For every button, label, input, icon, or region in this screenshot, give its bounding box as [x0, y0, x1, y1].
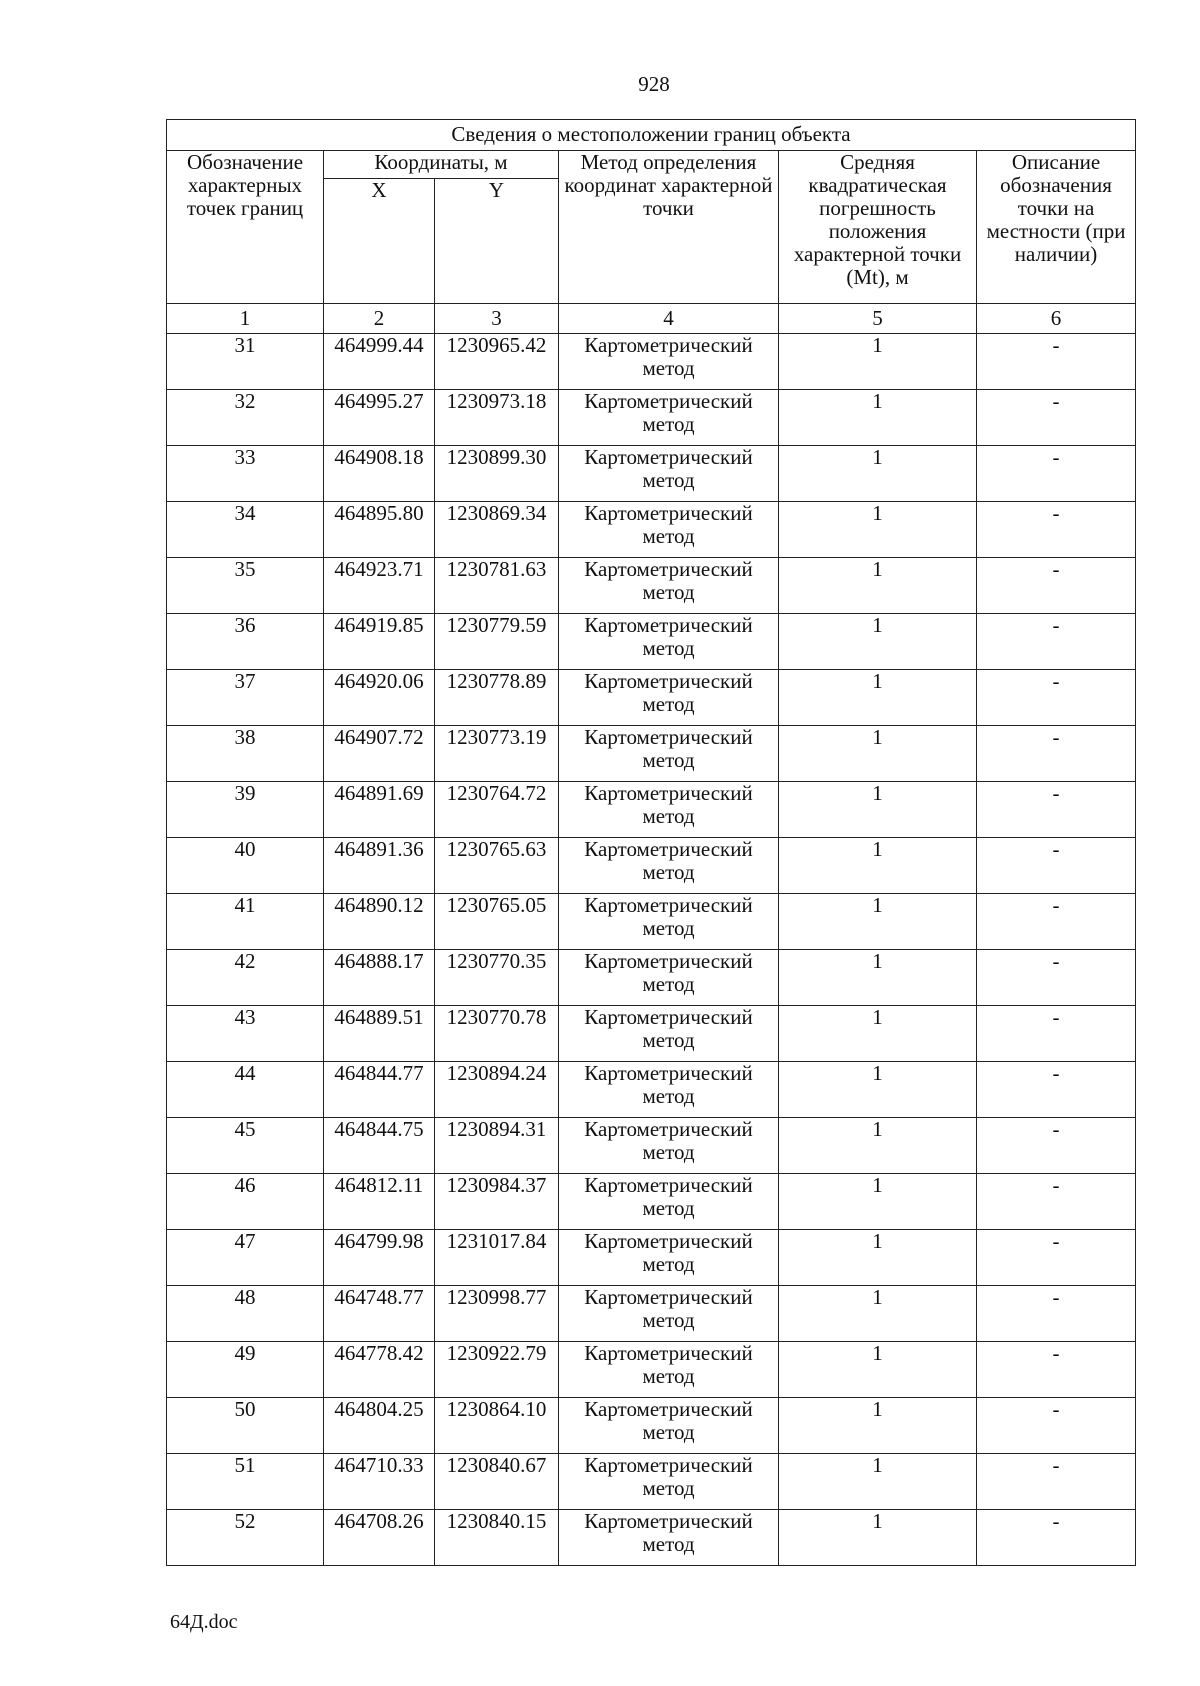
cell-accuracy: 1: [779, 1454, 977, 1510]
cell-x: 464891.36: [324, 838, 435, 894]
cell-y: 1230765.05: [435, 894, 559, 950]
page-number: 928: [638, 72, 670, 96]
cell-accuracy: 1: [779, 1118, 977, 1174]
cell-accuracy: 1: [779, 838, 977, 894]
cell-method: Картометрический метод: [559, 614, 779, 670]
cell-method: Картометрический метод: [559, 838, 779, 894]
cell-x: 464799.98: [324, 1230, 435, 1286]
cell-y: 1230781.63: [435, 558, 559, 614]
cell-y: 1230779.59: [435, 614, 559, 670]
table-row: [167, 334, 1136, 390]
cell-description: -: [977, 782, 1136, 838]
table-row: [167, 446, 1136, 502]
cell-x: 464708.26: [324, 1510, 435, 1566]
cell-accuracy: 1: [779, 670, 977, 726]
cell-description: -: [977, 894, 1136, 950]
cell-method: Картометрический метод: [559, 1174, 779, 1230]
cell-accuracy: 1: [779, 334, 977, 390]
cell-x: 464804.25: [324, 1398, 435, 1454]
table-row: [167, 1454, 1136, 1510]
cell-y: 1230894.31: [435, 1118, 559, 1174]
cell-point: 31: [167, 334, 324, 390]
cell-method: Картометрический метод: [559, 502, 779, 558]
column-number: 6: [977, 304, 1136, 334]
column-number: 1: [167, 304, 324, 334]
header-coordinates: Координаты, м: [324, 151, 559, 179]
cell-y: 1230922.79: [435, 1342, 559, 1398]
header-description: Описание обозначения точки на местности (при наличии): [977, 151, 1136, 304]
table-title: Сведения о местоположении границ объекта: [167, 120, 1136, 151]
table-row: [167, 1062, 1136, 1118]
cell-accuracy: 1: [779, 894, 977, 950]
cell-method: Картометрический метод: [559, 670, 779, 726]
cell-accuracy: 1: [779, 390, 977, 446]
cell-accuracy: 1: [779, 1398, 977, 1454]
cell-accuracy: 1: [779, 558, 977, 614]
cell-method: Картометрический метод: [559, 1286, 779, 1342]
cell-method: Картометрический метод: [559, 1454, 779, 1510]
cell-method: Картометрический метод: [559, 446, 779, 502]
cell-point: 51: [167, 1454, 324, 1510]
header-method: Метод определения координат характерной точки: [559, 151, 779, 304]
footer-filename: 64Д.doc: [170, 1611, 238, 1633]
table-row: [167, 726, 1136, 782]
table-row: [167, 950, 1136, 1006]
cell-method: Картометрический метод: [559, 390, 779, 446]
cell-method: Картометрический метод: [559, 1398, 779, 1454]
cell-point: 52: [167, 1510, 324, 1566]
cell-accuracy: 1: [779, 502, 977, 558]
cell-accuracy: 1: [779, 1342, 977, 1398]
cell-description: -: [977, 1230, 1136, 1286]
cell-point: 32: [167, 390, 324, 446]
cell-description: -: [977, 670, 1136, 726]
cell-y: 1230869.34: [435, 502, 559, 558]
cell-x: 464710.33: [324, 1454, 435, 1510]
cell-y: 1231017.84: [435, 1230, 559, 1286]
cell-point: 45: [167, 1118, 324, 1174]
cell-x: 464778.42: [324, 1342, 435, 1398]
cell-y: 1230765.63: [435, 838, 559, 894]
cell-description: -: [977, 446, 1136, 502]
cell-description: -: [977, 1454, 1136, 1510]
column-number: 4: [559, 304, 779, 334]
cell-description: -: [977, 390, 1136, 446]
cell-x: 464895.80: [324, 502, 435, 558]
cell-accuracy: 1: [779, 1006, 977, 1062]
cell-x: 464999.44: [324, 334, 435, 390]
column-number: 3: [435, 304, 559, 334]
cell-accuracy: 1: [779, 782, 977, 838]
table-row: [167, 1342, 1136, 1398]
cell-y: 1230770.78: [435, 1006, 559, 1062]
cell-y: 1230764.72: [435, 782, 559, 838]
cell-y: 1230773.19: [435, 726, 559, 782]
cell-x: 464891.69: [324, 782, 435, 838]
cell-x: 464920.06: [324, 670, 435, 726]
cell-accuracy: 1: [779, 726, 977, 782]
cell-x: 464812.11: [324, 1174, 435, 1230]
table-row: [167, 1174, 1136, 1230]
cell-method: Картометрический метод: [559, 1510, 779, 1566]
cell-point: 46: [167, 1174, 324, 1230]
cell-point: 35: [167, 558, 324, 614]
cell-accuracy: 1: [779, 446, 977, 502]
cell-description: -: [977, 1006, 1136, 1062]
header-y: Y: [435, 179, 559, 304]
cell-point: 44: [167, 1062, 324, 1118]
column-number-row: [167, 304, 1136, 334]
header-point: Обозначение характерных точек границ: [167, 151, 324, 304]
cell-x: 464890.12: [324, 894, 435, 950]
cell-method: Картометрический метод: [559, 1006, 779, 1062]
cell-point: 43: [167, 1006, 324, 1062]
cell-y: 1230894.24: [435, 1062, 559, 1118]
cell-description: -: [977, 502, 1136, 558]
table-row: [167, 1286, 1136, 1342]
cell-accuracy: 1: [779, 1174, 977, 1230]
table-row: [167, 1118, 1136, 1174]
cell-point: 47: [167, 1230, 324, 1286]
cell-x: 464995.27: [324, 390, 435, 446]
cell-description: -: [977, 334, 1136, 390]
cell-x: 464919.85: [324, 614, 435, 670]
cell-point: 42: [167, 950, 324, 1006]
table-row: [167, 614, 1136, 670]
cell-point: 39: [167, 782, 324, 838]
column-number: 2: [324, 304, 435, 334]
cell-method: Картометрический метод: [559, 1062, 779, 1118]
cell-accuracy: 1: [779, 1286, 977, 1342]
header-row: [167, 151, 1136, 179]
cell-y: 1230965.42: [435, 334, 559, 390]
table-row: [167, 838, 1136, 894]
cell-y: 1230840.67: [435, 1454, 559, 1510]
cell-point: 34: [167, 502, 324, 558]
cell-point: 37: [167, 670, 324, 726]
cell-point: 48: [167, 1286, 324, 1342]
cell-point: 49: [167, 1342, 324, 1398]
cell-point: 38: [167, 726, 324, 782]
cell-method: Картометрический метод: [559, 726, 779, 782]
cell-y: 1230973.18: [435, 390, 559, 446]
cell-point: 36: [167, 614, 324, 670]
cell-accuracy: 1: [779, 950, 977, 1006]
cell-method: Картометрический метод: [559, 334, 779, 390]
cell-description: -: [977, 1174, 1136, 1230]
cell-description: -: [977, 1062, 1136, 1118]
cell-x: 464888.17: [324, 950, 435, 1006]
cell-description: -: [977, 1118, 1136, 1174]
table-row: [167, 1398, 1136, 1454]
table-row: [167, 782, 1136, 838]
cell-y: 1230899.30: [435, 446, 559, 502]
cell-x: 464844.75: [324, 1118, 435, 1174]
table-row: [167, 670, 1136, 726]
cell-method: Картометрический метод: [559, 894, 779, 950]
cell-accuracy: 1: [779, 614, 977, 670]
cell-description: -: [977, 1398, 1136, 1454]
cell-description: -: [977, 950, 1136, 1006]
cell-description: -: [977, 558, 1136, 614]
cell-x: 464908.18: [324, 446, 435, 502]
cell-accuracy: 1: [779, 1510, 977, 1566]
cell-description: -: [977, 1342, 1136, 1398]
cell-point: 40: [167, 838, 324, 894]
header-x: X: [324, 179, 435, 304]
table-row: [167, 390, 1136, 446]
cell-x: 464844.77: [324, 1062, 435, 1118]
cell-y: 1230984.37: [435, 1174, 559, 1230]
cell-accuracy: 1: [779, 1062, 977, 1118]
cell-description: -: [977, 1510, 1136, 1566]
cell-description: -: [977, 614, 1136, 670]
cell-description: -: [977, 726, 1136, 782]
cell-point: 50: [167, 1398, 324, 1454]
cell-y: 1230840.15: [435, 1510, 559, 1566]
table-title-row: [167, 120, 1136, 151]
cell-y: 1230998.77: [435, 1286, 559, 1342]
table-row: [167, 1510, 1136, 1566]
cell-point: 33: [167, 446, 324, 502]
cell-method: Картометрический метод: [559, 782, 779, 838]
table-row: [167, 894, 1136, 950]
cell-description: -: [977, 1286, 1136, 1342]
cell-x: 464889.51: [324, 1006, 435, 1062]
cell-x: 464907.72: [324, 726, 435, 782]
cell-x: 464923.71: [324, 558, 435, 614]
cell-method: Картометрический метод: [559, 1118, 779, 1174]
cell-method: Картометрический метод: [559, 1342, 779, 1398]
cell-method: Картометрический метод: [559, 1230, 779, 1286]
table-row: [167, 558, 1136, 614]
table-row: [167, 1006, 1136, 1062]
cell-x: 464748.77: [324, 1286, 435, 1342]
column-number: 5: [779, 304, 977, 334]
cell-description: -: [977, 838, 1136, 894]
cell-accuracy: 1: [779, 1230, 977, 1286]
table-row: [167, 1230, 1136, 1286]
cell-y: 1230864.10: [435, 1398, 559, 1454]
cell-method: Картометрический метод: [559, 558, 779, 614]
cell-y: 1230770.35: [435, 950, 559, 1006]
cell-method: Картометрический метод: [559, 950, 779, 1006]
header-accuracy: Средняя квадратическая погрешность положения характерной точки (Mt), м: [779, 151, 977, 304]
boundaries-table: [166, 119, 1136, 1566]
cell-y: 1230778.89: [435, 670, 559, 726]
table-row: [167, 502, 1136, 558]
cell-point: 41: [167, 894, 324, 950]
